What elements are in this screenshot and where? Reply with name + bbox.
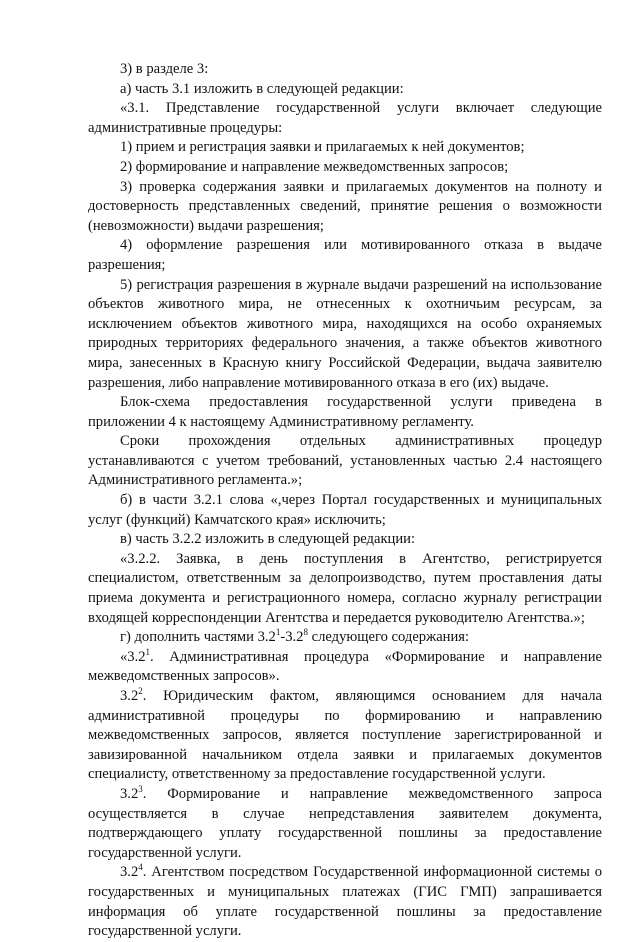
- section-paragraph: $3.2^4$. Агентством посредством Государственной информационной системы о государственных и муниципальных платежах (ГИС ГМП) запрашивается информация об уплате государственной пошлины за предоставление государственной услуги.: [88, 862, 602, 940]
- paragraph: 5) регистрация разрешения в журнале выдачи разрешений на использование объектов животного мира, не отнесенных к охотничьим ресурсам, за исключением объектов животного мира, находящихся на особо охраняемых природных территориях федерального значения, а также объектов животного мира, занесенных в Красную книгу Российской Федерации, выдача заявителю разрешения, либо направление мотивированного отказа в его (их) выдаче.: [88, 276, 602, 391]
- paragraph: 1) прием и регистрация заявки и прилагаемых к ней документов;: [120, 139, 525, 156]
- paragraph: б) в части 3.2.1 слова «,через Портал государственных и муниципальных услуг (функций) Камчатского края» исключить;: [88, 492, 602, 528]
- paragraph: Блок-схема предоставления государственной услуги приведена в приложении 4 к настоящему Административному регламенту.: [88, 394, 602, 430]
- section-paragraph: $3.2^3$. Формирование и направление межведомственного запроса осуществляется в случае непредставления заявителем документа, подтверждающего уплату государственной пошлины за предоставление государственной услуги.: [88, 784, 602, 861]
- paragraph: 2) формирование и направление межведомственных запросов;: [120, 158, 509, 175]
- paragraph: а) часть 3.1 изложить в следующей редакции:: [120, 80, 404, 97]
- paragraph: «3.2.2. Заявка, в день поступления в Агентство, регистрируется специалистом, ответственным за делопроизводство, путем проставления даты приема документа и регистрационного номера, согласно журналу регистрации входящей корреспонденции Агентства и передается руководителю Агентства.»;: [88, 550, 602, 626]
- paragraph: в) часть 3.2.2 изложить в следующей редакции:: [120, 531, 416, 548]
- paragraph: «3.1. Представление государственной услуги включает следующие административные процедуры:: [88, 100, 602, 136]
- paragraph-item-g: г) дополнить частями $3.2^1-3.2^8$ следующего содержания:: [120, 627, 470, 646]
- paragraph: 4) оформление разрешения или мотивированного отказа в выдаче разрешения;: [88, 237, 602, 273]
- section-paragraph: «$3.2^1$. Административная процедура «Формирование и направление межведомственных запросов».: [88, 646, 602, 685]
- paragraph: Сроки прохождения отдельных административных процедур устанавливаются с учетом требований, установленных частью 2.4 настоящего Административного регламента.»;: [88, 433, 602, 489]
- section-paragraph: $3.2^2$. Юридическим фактом, являющимся основанием для начала административной процедуры по формированию и направлению межведомственных запросов, является поступление зарегистрированной и завизированной начальником отдела заявки и прилагаемых документов специалисту, ответственному за предоставление государственной услуги.: [88, 686, 602, 783]
- document-body: [88, 60, 602, 942]
- paragraph: 3) проверка содержания заявки и прилагаемых документов на полноту и достоверность представленных сведений, принятие решения о возможности (невозможности) выдачи разрешения;: [88, 178, 602, 234]
- paragraph: 3) в разделе 3:: [120, 61, 209, 77]
